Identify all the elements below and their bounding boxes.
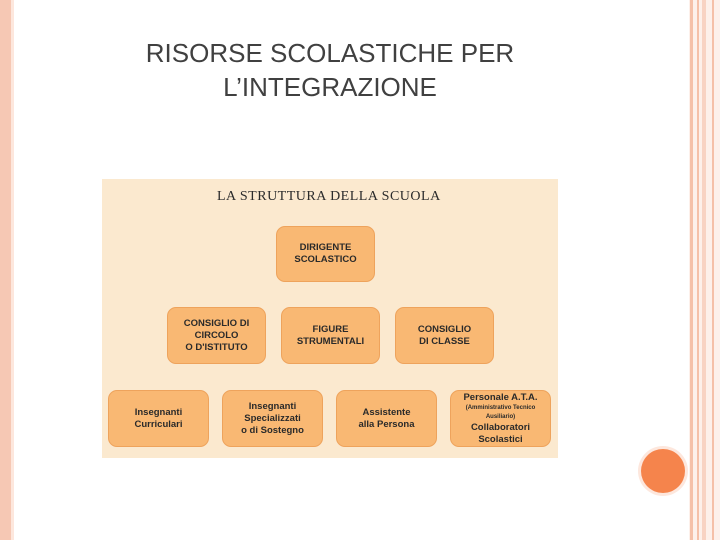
right-decor-line bbox=[697, 0, 699, 540]
ata-heading: Personale A.T.A. bbox=[463, 391, 538, 403]
box-figure-strumentali: FIGURE STRUMENTALI bbox=[281, 307, 380, 364]
ata-note: (Amministrativo Tecnico Ausiliario) bbox=[465, 404, 536, 420]
org-chart bbox=[102, 179, 558, 458]
decor-circle bbox=[641, 449, 685, 493]
left-decor-stripe bbox=[0, 0, 11, 540]
org-chart-title: LA STRUTTURA DELLA SCUOLA bbox=[217, 189, 441, 204]
box-insegnanti-curriculari: Insegnanti Curriculari bbox=[108, 390, 209, 447]
box-consiglio-classe: CONSIGLIO DI CLASSE bbox=[395, 307, 494, 364]
box-insegnanti-sostegno: Insegnanti Specializzati o di Sostegno bbox=[222, 390, 323, 447]
box-dirigente: DIRIGENTE SCOLASTICO bbox=[276, 226, 375, 282]
box-consiglio-istituto: CONSIGLIO DI CIRCOLO O D'ISTITUTO bbox=[167, 307, 266, 364]
right-decor-line bbox=[712, 0, 714, 540]
right-decor-line bbox=[702, 0, 706, 540]
ata-staff: Collaboratori Scolastici bbox=[470, 421, 531, 445]
right-decor-line bbox=[690, 0, 693, 540]
box-assistente: Assistente alla Persona bbox=[336, 390, 437, 447]
box-personale-ata bbox=[450, 390, 551, 447]
slide-title: RISORSE SCOLASTICHE PER L’INTEGRAZIONE bbox=[145, 38, 515, 102]
left-decor-stripe-inner bbox=[11, 0, 14, 540]
